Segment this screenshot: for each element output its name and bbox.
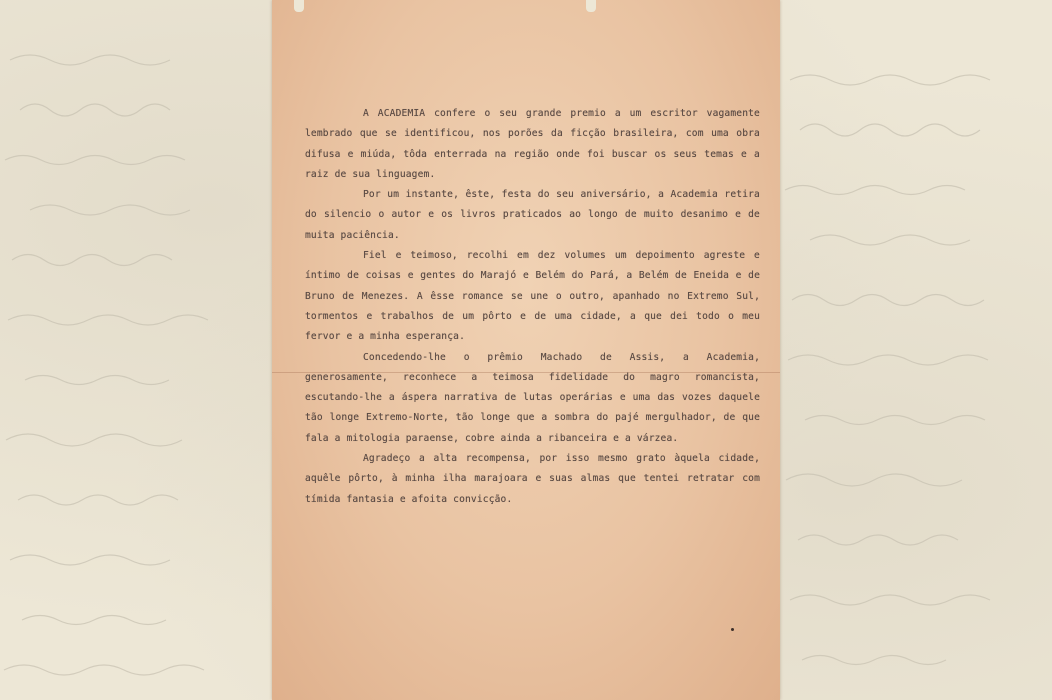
ink-dot [731,628,734,631]
paragraph-4: Concedendo-lhe o prêmio Machado de Assis, a Academia, generosamente, reconhece a teimosa fidelidade do magro romancista, escutando-lhe a áspera narrativa de lutas operárias e uma das vozes daquele tão longe Extremo-Norte, tão longe que a sombra do pajé mergulhador, de que fala a mitologia paraense, cobre ainda a ribanceira e a várzea. [305,351,760,444]
manuscript-right-texture [780,0,1052,700]
paragraph-3: Fiel e teimoso, recolhi em dez volumes um depoimento agreste e íntimo de coisas e gentes do Marajó e Belém do Pará, a Belém de Eneida e de Bruno de Menezes. A êsse romance se une o outro, apanhado no Extremo Sul, tormentos e trabalhos de um pôrto e de uma cidade, a que dei todo o meu fervor e a minha esperança. [305,250,760,343]
paragraph-5: Agradeço a alta recompensa, por isso mesmo grato àquela cidade, aquêle pôrto, à minha ilha marajoara e suas almas que tentei retratar com tímida fantasia e afoita convicção. [305,453,760,505]
letter-body [305,104,760,510]
manuscript-left-texture [0,0,272,700]
paper-tear-left [294,0,304,12]
paragraph-1: A ACADEMIA confere o seu grande premio a um escritor vagamente lembrado que se identificou, nos porões da ficção brasileira, com uma obra difusa e miúda, tôda enterrada na região onde foi buscar os seus temas e a raiz de sua linguagem. [305,108,760,180]
paragraph-2: Por um instante, êste, festa do seu aniversário, a Academia retira do silencio o autor e os livros praticados ao longo de muito desanimo e de muita paciência. [305,189,760,241]
paper-tear-right [586,0,596,12]
typewritten-page [272,0,780,700]
